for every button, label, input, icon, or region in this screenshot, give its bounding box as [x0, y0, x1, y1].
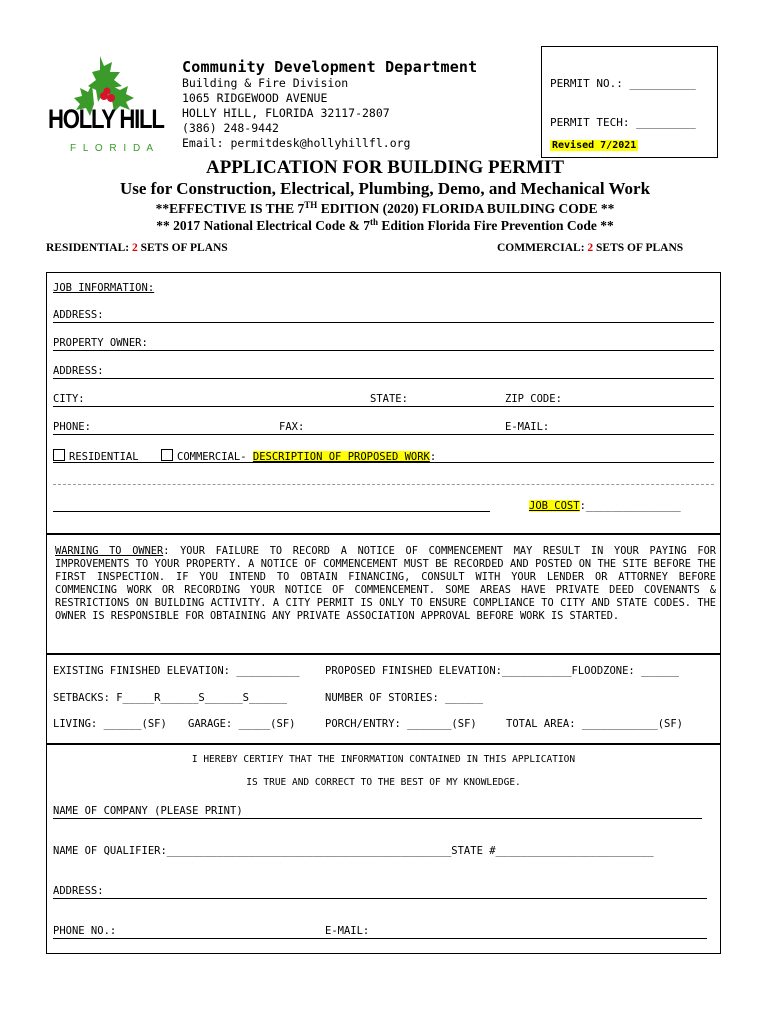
description-line-1[interactable] [53, 462, 714, 463]
elevation-section [46, 654, 721, 744]
job-address-label: ADDRESS: [53, 309, 104, 321]
department-name: Community Development Department [182, 58, 478, 76]
state-license-label: STATE # [451, 845, 496, 857]
certify-line-1: I HEREBY CERTIFY THAT THE INFORMATION CONTAINED IN THIS APPLICATION [191, 754, 576, 765]
certification-section [46, 744, 721, 954]
certify-address-field[interactable] [53, 898, 707, 899]
permit-tech-blank: _________ [636, 116, 696, 129]
state-label: STATE: [370, 393, 408, 405]
porch-area-field[interactable]: PORCH/ENTRY: _______(SF) [325, 718, 477, 730]
total-area-field[interactable]: TOTAL AREA: ____________(SF) [506, 718, 684, 730]
description-label: DESCRIPTION OF PROPOSED WORK [252, 451, 430, 463]
city-address: HOLLY HILL, FLORIDA 32117-2807 [182, 106, 390, 120]
existing-elevation-field[interactable]: EXISTING FINISHED ELEVATION: __________ [53, 665, 300, 677]
fax-label: FAX: [279, 421, 305, 433]
warning-text: WARNING TO OWNER: YOUR FAILURE TO RECORD A NOTICE OF COMMENCEMENT MAY RESULT IN YOUR PAYING FOR IMPROVEMENTS TO YOUR PROPERTY. A NOTICE OF COMMENCEMENT MUST BE RECORDED AND POSTED ON THE SITE BEFORE THE FIRST INSPECTION. IF YOU INTEND TO OBTAIN FINANCING, CONSULT WITH YOUR LENDER OR ATTORNEY BEFORE COMMENCING WORK OR RECORDING YOUR NOTICE OF COMMENCEMENT. SOME AREAS HAVE PRIVATE DEED COVENANTS & RESTRICTIONS ON BUILDING ACTIVITY. A CITY PERMIT IS ONLY TO ENSURE COMPLIANCE TO CITY AND STATE CODES. THE OWNER IS RESPONSIBLE FOR OBTAINING ANY PRIVATE ASSOCIATION APPROVAL BEFORE WORK IS STARTED. [55, 545, 716, 623]
company-name-label: NAME OF COMPANY (PLEASE PRINT) [53, 805, 243, 817]
city-label: CITY: [53, 393, 85, 405]
job-cost-label: JOB COST [529, 500, 580, 512]
garage-area-field[interactable]: GARAGE: _____(SF) [188, 718, 296, 730]
owner-address-label: ADDRESS: [53, 365, 104, 377]
certify-email-label: E-MAIL: [325, 925, 370, 937]
phone-label: PHONE: [53, 421, 91, 433]
qualifier-field[interactable]: NAME OF QUALIFIER:_____________________________________________STATE #_________________________ [53, 845, 654, 857]
proposed-elevation-field[interactable]: PROPOSED FINISHED ELEVATION:___________FLOODZONE: ______ [325, 665, 680, 677]
certify-phone-email-field[interactable] [53, 938, 707, 939]
job-address-field[interactable] [53, 322, 714, 323]
building-code-note: **EFFECTIVE IS THE 7TH EDITION (2020) FLORIDA BUILDING CODE ** [155, 200, 615, 216]
phone-fax-email-field[interactable] [53, 434, 714, 435]
certify-line-2: IS TRUE AND CORRECT TO THE BEST OF MY KNOWLEDGE. [246, 777, 521, 788]
warning-label: WARNING TO OWNER [55, 545, 164, 557]
logo-state: F L O R I D A [70, 143, 156, 154]
living-area-field[interactable]: LIVING: ______(SF) [53, 718, 167, 730]
city-state-zip-field[interactable] [53, 406, 714, 407]
residential-option[interactable]: RESIDENTIAL [53, 449, 139, 463]
permit-office-box [541, 46, 718, 158]
commercial-checkbox[interactable] [161, 449, 173, 461]
page-title: APPLICATION FOR BUILDING PERMIT [205, 157, 565, 178]
qualifier-label: NAME OF QUALIFIER: [53, 845, 167, 857]
job-information-section [46, 272, 721, 534]
certify-phone-label: PHONE NO.: [53, 925, 117, 937]
holly-hill-logo [48, 46, 180, 158]
certify-address-label: ADDRESS: [53, 885, 104, 897]
company-name-field[interactable] [53, 818, 702, 819]
logo-name: HOLLY HILL [48, 104, 164, 134]
holly-leaves-icon [48, 46, 180, 158]
page-subtitle: Use for Construction, Electrical, Plumbing, Demo, and Mechanical Work [119, 179, 651, 198]
owner-address-field[interactable] [53, 378, 714, 379]
property-owner-label: PROPERTY OWNER: [53, 337, 148, 349]
setbacks-field[interactable]: SETBACKS: F_____R______S______S______ [53, 692, 287, 704]
description-line-3[interactable] [53, 511, 490, 512]
email-label: E-MAIL: [505, 421, 550, 433]
permit-tech-field[interactable] [550, 116, 696, 129]
residential-checkbox[interactable] [53, 449, 65, 461]
warning-section [46, 534, 721, 654]
street-address: 1065 RIDGEWOOD AVENUE [182, 91, 328, 105]
residential-plans-note: RESIDENTIAL: 2 SETS OF PLANS [46, 242, 228, 254]
job-information-heading: JOB INFORMATION: [53, 282, 155, 294]
department-email: Email: permitdesk@hollyhillfl.org [182, 136, 411, 150]
commercial-option[interactable]: COMMERCIAL- DESCRIPTION OF PROPOSED WORK: [161, 449, 436, 463]
description-line-2[interactable] [53, 484, 714, 485]
zip-code-label: ZIP CODE: [505, 393, 562, 405]
property-owner-field[interactable] [53, 350, 714, 351]
permit-tech-label: PERMIT TECH: [550, 116, 630, 129]
division-name: Building & Fire Division [182, 76, 349, 90]
permit-number-blank: __________ [629, 77, 696, 90]
permit-number-label: PERMIT NO.: [550, 77, 623, 90]
department-phone: (386) 248-9442 [182, 121, 279, 135]
revised-date: Revised 7/2021 [552, 140, 637, 151]
commercial-plans-note: COMMERCIAL: 2 SETS OF PLANS [497, 242, 684, 254]
electrical-code-note: ** 2017 National Electrical Code & 7th Edition Florida Fire Prevention Code ** [156, 217, 614, 233]
job-cost-field[interactable]: JOB COST:_______________ [529, 500, 681, 512]
stories-field[interactable]: NUMBER OF STORIES: ______ [325, 692, 484, 704]
permit-number-field[interactable] [550, 77, 696, 90]
